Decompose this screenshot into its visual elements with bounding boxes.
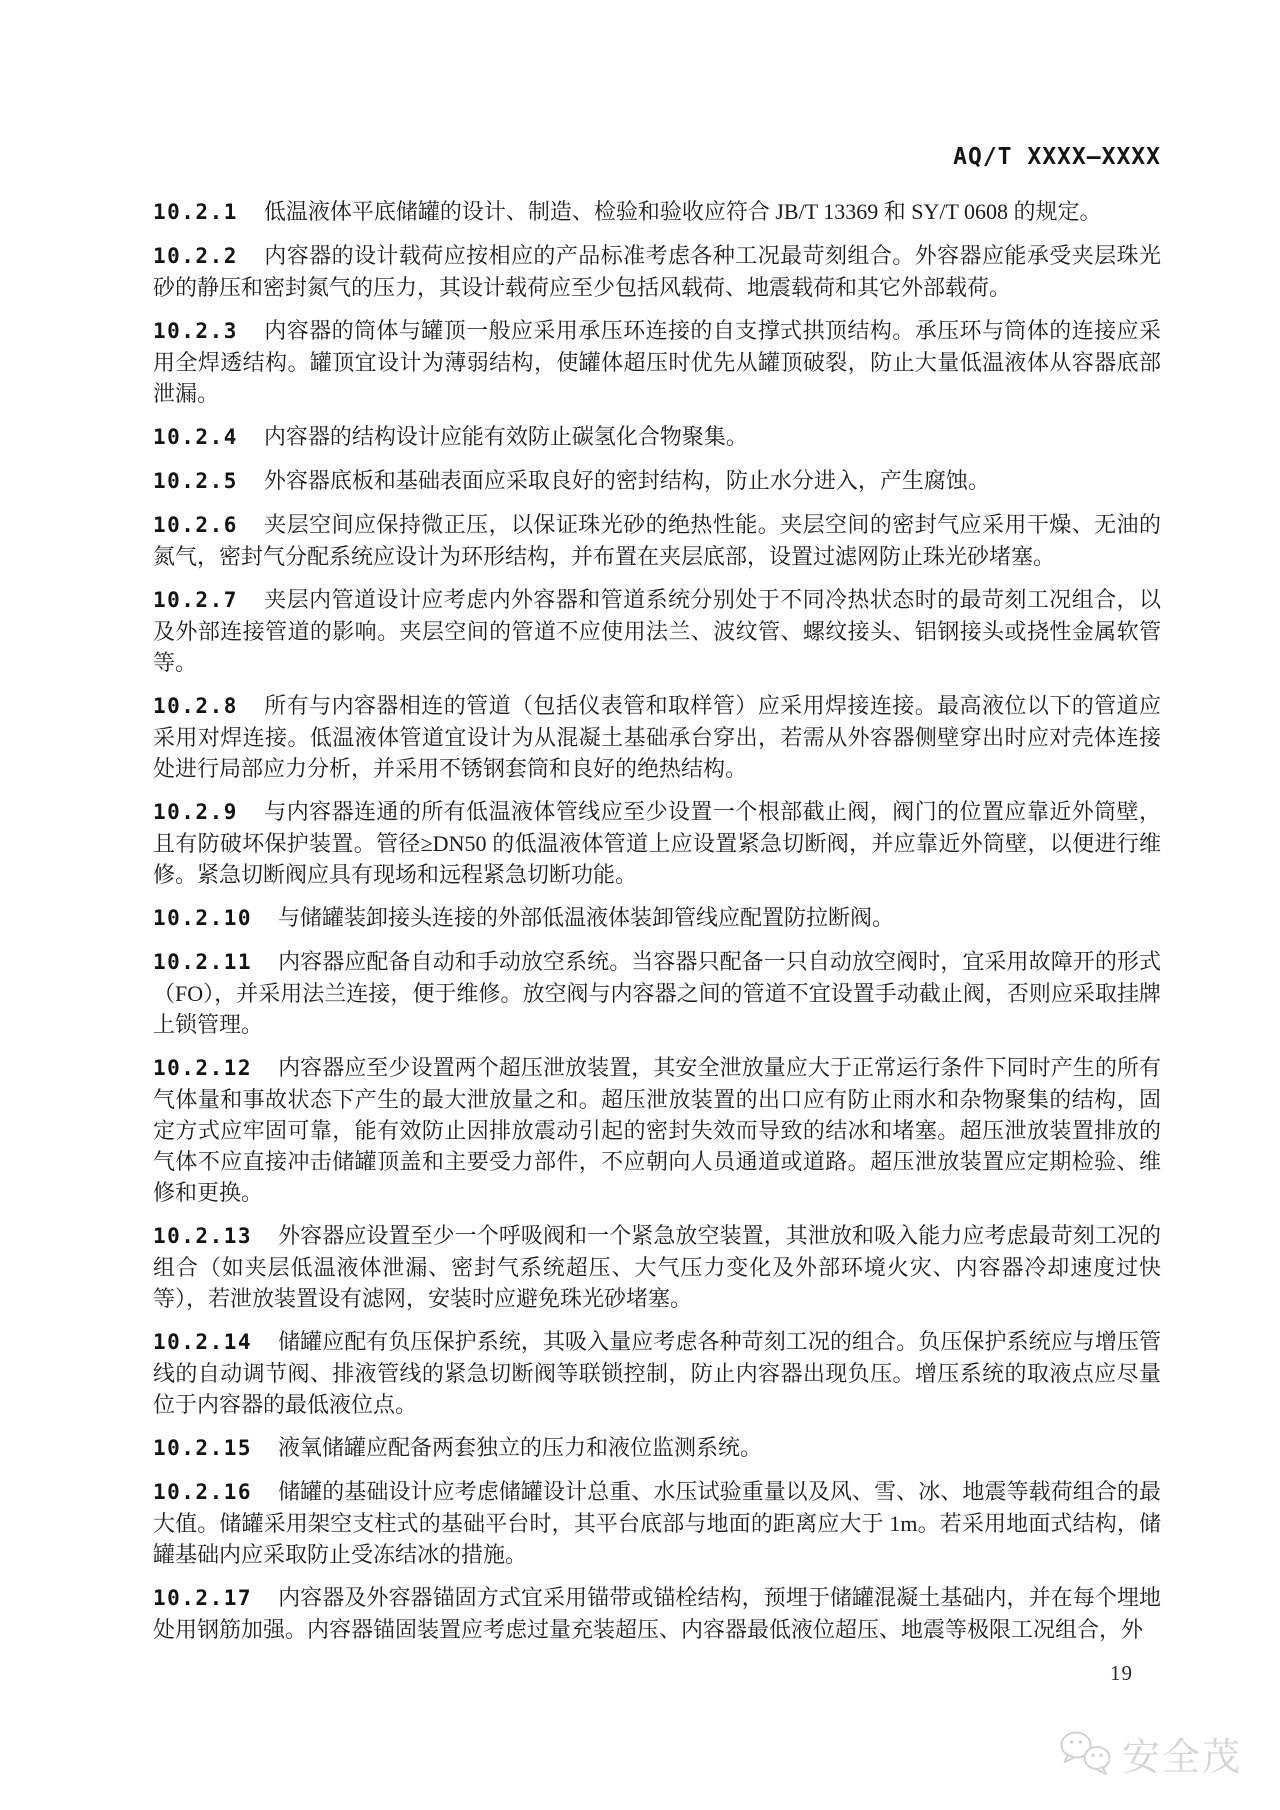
doc-code: AQ/T XXXX—XXXX: [953, 144, 1161, 170]
clause-number: 10.2.17: [153, 1586, 253, 1610]
watermark: [1059, 1726, 1242, 1781]
clause-text: 内容器的筒体与罐顶一般应采用承压环连接的自支撑式拱顶结构。承压环与筒体的连接应采用全焊透结构。罐顶宜设计为薄弱结构，使罐体超压时优先从罐顶破裂，防止大量低温液体从容器底部泄漏。: [153, 318, 1161, 406]
clause-number: 10.2.16: [153, 1480, 253, 1504]
clause-text: 内容器及外容器锚固方式宜采用锚带或锚栓结构，预埋于储罐混凝土基础内，并在每个埋地处用钢筋加强。内容器锚固装置应考虑过量充装超压、内容器最低液位超压、地震等极限工况组合，外: [153, 1585, 1161, 1642]
clause-10-2-5: [153, 465, 1161, 497]
clause-number: 10.2.14: [153, 1330, 253, 1354]
clause-text: 储罐的基础设计应考虑储罐设计总重、水压试验重量以及风、雪、冰、地震等载荷组合的最大值。储罐采用架空支柱式的基础平台时，其平台底部与地面的距离应大于 1m。若采用地面式结构，储罐基础内应采取防止受冻结冰的措施。: [153, 1479, 1161, 1567]
clause-number: 10.2.1: [153, 200, 238, 224]
clause-10-2-13: [153, 1220, 1161, 1314]
clause-text: 与储罐装卸接头连接的外部低温液体装卸管线应配置防拉断阀。: [278, 905, 895, 930]
clause-10-2-7: [153, 584, 1161, 678]
clause-text: 所有与内容器相连的管道（包括仪表管和取样管）应采用焊接连接。最高液位以下的管道应采用对焊连接。低温液体管道宜设计为从混凝土基础承台穿出，若需从外容器侧壁穿出时应对壳体连接处进行局部应力分析，并采用不锈钢套筒和良好的绝热结构。: [153, 693, 1161, 781]
clause-10-2-4: [153, 421, 1161, 453]
clause-number: 10.2.9: [153, 800, 238, 824]
clause-number: 10.2.8: [153, 694, 238, 718]
clause-10-2-3: [153, 315, 1161, 409]
clause-number: 10.2.10: [153, 906, 253, 930]
clause-10-2-16: [153, 1476, 1161, 1570]
clause-text: 夹层内管道设计应考虑内外容器和管道系统分别处于不同冷热状态时的最苛刻工况组合，以及外部连接管道的影响。夹层空间的管道不应使用法兰、波纹管、螺纹接头、铝钢接头或挠性金属软管等。: [153, 587, 1161, 675]
clause-10-2-10: [153, 902, 1161, 934]
clause-number: 10.2.11: [153, 950, 253, 974]
clause-text: 与内容器连通的所有低温液体管线应至少设置一个根部截止阀，阀门的位置应靠近外筒壁，且有防破坏保护装置。管径≥DN50 的低温液体管道上应设置紧急切断阀，并应靠近外筒壁，以便进行维修。紧急切断阀应具有现场和远程紧急切断功能。: [153, 799, 1161, 887]
clause-10-2-9: [153, 796, 1161, 890]
watermark-text: 安全茂: [1121, 1737, 1242, 1779]
clause-text: 低温液体平底储罐的设计、制造、检验和验收应符合 JB/T 13369 和 SY/T 0608 的规定。: [263, 199, 1102, 224]
clause-10-2-12: [153, 1052, 1161, 1208]
wechat-icon: [1059, 1729, 1115, 1779]
clause-10-2-17: [153, 1582, 1161, 1645]
clause-number: 10.2.4: [153, 425, 238, 449]
clause-text: 内容器应至少设置两个超压泄放装置，其安全泄放量应大于正常运行条件下同时产生的所有气体量和事故状态下产生的最大泄放量之和。超压泄放装置的出口应有防止雨水和杂物聚集的结构，固定方式应牢固可靠，能有效防止因排放震动引起的密封失效而导致的结冰和堵塞。超压泄放装置排放的气体不应直接冲击储罐顶盖和主要受力部件，不应朝向人员通道或道路。超压泄放装置应定期检验、维修和更换。: [153, 1055, 1161, 1205]
clause-10-2-2: [153, 240, 1161, 303]
clause-text: 外容器应设置至少一个呼吸阀和一个紧急放空装置，其泄放和吸入能力应考虑最苛刻工况的组合（如夹层低温液体泄漏、密封气系统超压、大气压力变化及外部环境火灾、内容器冷却速度过快等），若泄放装置设有滤网，安装时应避免珠光砂堵塞。: [153, 1223, 1161, 1311]
clause-10-2-14: [153, 1326, 1161, 1420]
clause-text: 内容器应配备自动和手动放空系统。当容器只配备一只自动放空阀时，宜采用故障开的形式（FO），并采用法兰连接，便于维修。放空阀与内容器之间的管道不宜设置手动截止阀，否则应采取挂牌上锁管理。: [153, 949, 1161, 1037]
clause-text: 夹层空间应保持微正压，以保证珠光砂的绝热性能。夹层空间的密封气应采用干燥、无油的氮气，密封气分配系统应设计为环形结构，并布置在夹层底部，设置过滤网防止珠光砂堵塞。: [153, 512, 1161, 569]
page-number: 19: [1110, 1661, 1133, 1685]
clause-number: 10.2.13: [153, 1224, 253, 1248]
clause-text: 内容器的结构设计应能有效防止碳氢化合物聚集。: [263, 424, 748, 449]
clause-number: 10.2.7: [153, 588, 238, 612]
doc-body: [153, 196, 1161, 1645]
clause-number: 10.2.15: [153, 1436, 253, 1460]
clause-number: 10.2.2: [153, 244, 238, 268]
clause-10-2-11: [153, 946, 1161, 1040]
doc-header: [153, 144, 1161, 170]
clause-number: 10.2.3: [153, 319, 238, 343]
clause-10-2-1: [153, 196, 1161, 228]
clause-text: 内容器的设计载荷应按相应的产品标准考虑各种工况最苛刻组合。外容器应能承受夹层珠光砂的静压和密封氮气的压力，其设计载荷应至少包括风载荷、地震载荷和其它外部载荷。: [153, 243, 1161, 300]
clause-text: 外容器底板和基础表面应采取良好的密封结构，防止水分进入，产生腐蚀。: [263, 468, 990, 493]
clause-number: 10.2.5: [153, 469, 238, 493]
clause-10-2-8: [153, 690, 1161, 784]
clause-number: 10.2.6: [153, 513, 238, 537]
clause-text: 液氧储罐应配备两套独立的压力和液位监测系统。: [278, 1435, 763, 1460]
clause-10-2-15: [153, 1432, 1161, 1464]
clause-text: 储罐应配有负压保护系统，其吸入量应考虑各种苛刻工况的组合。负压保护系统应与增压管线的自动调节阀、排液管线的紧急切断阀等联锁控制，防止内容器出现负压。增压系统的取液点应尽量位于内容器的最低液位点。: [153, 1329, 1161, 1417]
clause-10-2-6: [153, 509, 1161, 572]
clause-number: 10.2.12: [153, 1056, 253, 1080]
